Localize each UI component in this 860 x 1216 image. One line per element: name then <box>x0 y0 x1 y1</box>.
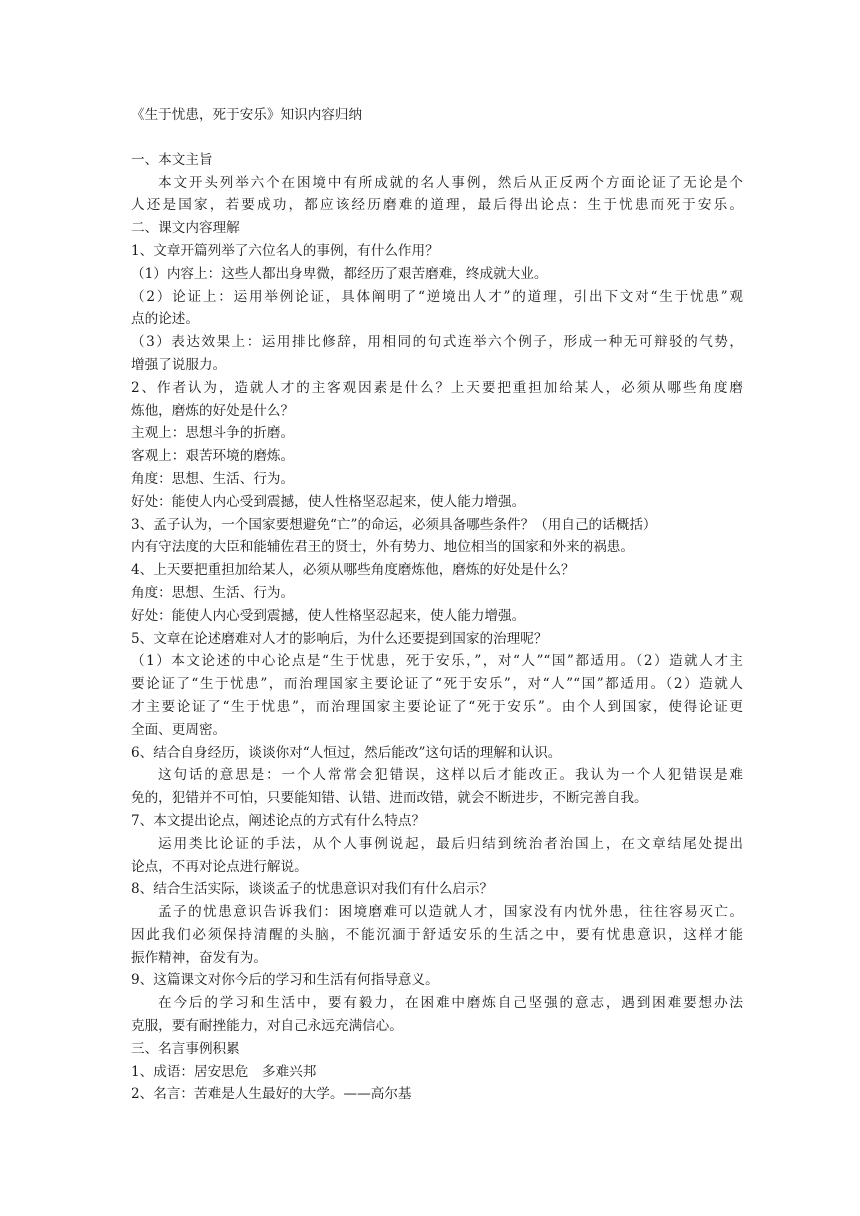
text-line: 1、文章开篇列举了六位名人的事例，有什么作用？ <box>131 242 439 259</box>
text-line: 好处：能使人内心受到震撼，使人性格坚忍起来，使人能力增强。 <box>131 607 526 624</box>
text-line: 要论证了“生于忧患”，而治理国家主要论证了“死于安乐”，对“人”“国”都适用。（2）造就人 <box>131 676 743 693</box>
text-line: 5、文章在论述磨难对人才的影响后，为什么还要提到国家的治理呢？ <box>131 630 548 647</box>
document-title: 《生于忧患，死于安乐》知识内容归纳 <box>131 107 363 123</box>
text-line: 论点，不再对论点进行解说。 <box>131 858 308 875</box>
text-line: 在今后的学习和生活中，要有毅力，在困难中磨炼自己坚强的意志，遇到困难要想办法 <box>158 995 743 1012</box>
text-line: 三、名言事例积累 <box>131 1040 240 1057</box>
text-line: 增强了说服力。 <box>131 356 227 373</box>
text-line: 二、课文内容理解 <box>131 220 240 237</box>
blank-line <box>131 127 743 149</box>
text-line: 好处：能使人内心受到震撼，使人性格坚忍起来，使人能力增强。 <box>131 493 526 510</box>
text-line: （2）论证上：运用举例论证，具体阐明了“逆境出人才”的道理，引出下文对“生于忧患”观 <box>131 288 743 305</box>
text-line: 2、作者认为，造就人才的主客观因素是什么？上天要把重担加给某人，必须从哪些角度磨 <box>131 379 743 396</box>
text-line: 一、本文主旨 <box>131 151 213 168</box>
text-line: 2、名言：苦难是人生最好的大学。——高尔基 <box>131 1086 412 1103</box>
text-line: 人还是国家，若要成功，都应该经历磨难的道理，最后得出论点：生于忧患而死于安乐。 <box>131 197 743 214</box>
text-line: 客观上：艰苦环境的磨炼。 <box>131 448 295 465</box>
text-line: （1）本文论述的中心论点是“生于忧患，死于安乐，”，对“人”“国”都适用。（2）造就人才主 <box>131 653 743 670</box>
text-line: 孟子的忧患意识告诉我们：困境磨难可以造就人才，国家没有内忧外患，往往容易灭亡。 <box>158 904 743 921</box>
text-line: 点的论述。 <box>131 311 199 328</box>
text-line: 1、成语：居安思危 多难兴邦 <box>131 1063 317 1080</box>
text-line: 才主要论证了“生于忧患”，而治理国家主要论证了“死于安乐”。由个人到国家，使得论证更 <box>131 698 743 715</box>
text-line: （1）内容上：这些人都出身卑微，都经历了艰苦磨难，终成就大业。 <box>131 265 548 282</box>
text-line: 本文开头列举六个在困境中有所成就的名人事例，然后从正反两个方面论证了无论是个 <box>158 174 743 191</box>
text-line: 3、孟子认为，一个国家要想避免“亡”的命运，必须具备哪些条件？（用自己的话概括） <box>131 516 657 533</box>
text-line: 主观上：思想斗争的折磨。 <box>131 425 295 442</box>
document-body <box>131 104 743 1106</box>
text-line: 振作精神，奋发有为。 <box>131 949 267 966</box>
text-line: 6、结合自身经历，谈谈你对“人恒过，然后能改”这句话的理解和认识。 <box>131 744 562 761</box>
text-line: 免的，犯错并不可怕，只要能知错、认错、进而改错，就会不断进步，不断完善自我。 <box>131 790 648 807</box>
text-line: 炼他，磨炼的好处是什么？ <box>131 402 295 419</box>
text-line: 运用类比论证的手法，从个人事例说起，最后归结到统治者治国上，在文章结尾处提出 <box>158 835 743 852</box>
text-line: 角度：思想、生活、行为。 <box>131 470 295 487</box>
document-lines <box>131 149 743 1106</box>
text-line: 角度：思想、生活、行为。 <box>131 584 295 601</box>
text-line: 这句话的意思是：一个人常常会犯错误，这样以后才能改正。我认为一个人犯错误是难 <box>158 767 743 784</box>
text-line: 9、这篇课文对你今后的学习和生活有何指导意义。 <box>131 972 439 989</box>
text-line: 全面、更周密。 <box>131 721 227 738</box>
text-line: 内有守法度的大臣和能辅佐君王的贤士，外有势力、地位相当的国家和外来的祸患。 <box>131 539 634 556</box>
text-line: 克服，要有耐挫能力，对自己永远充满信心。 <box>131 1018 403 1035</box>
text-line: 4、上天要把重担加给某人，必须从哪些角度磨炼他，磨炼的好处是什么？ <box>131 562 575 579</box>
text-line: 因此我们必须保持清醒的头脑，不能沉湎于舒适安乐的生活之中，要有忧患意识，这样才能 <box>131 926 743 943</box>
text-line: （3）表达效果上：运用排比修辞，用相同的句式连举六个例子，形成一种无可辩驳的气势， <box>131 334 743 351</box>
text-line: 7、本文提出论点，阐述论点的方式有什么特点？ <box>131 812 426 829</box>
text-line: 8、结合生活实际，谈谈孟子的忧患意识对我们有什么启示？ <box>131 881 494 898</box>
